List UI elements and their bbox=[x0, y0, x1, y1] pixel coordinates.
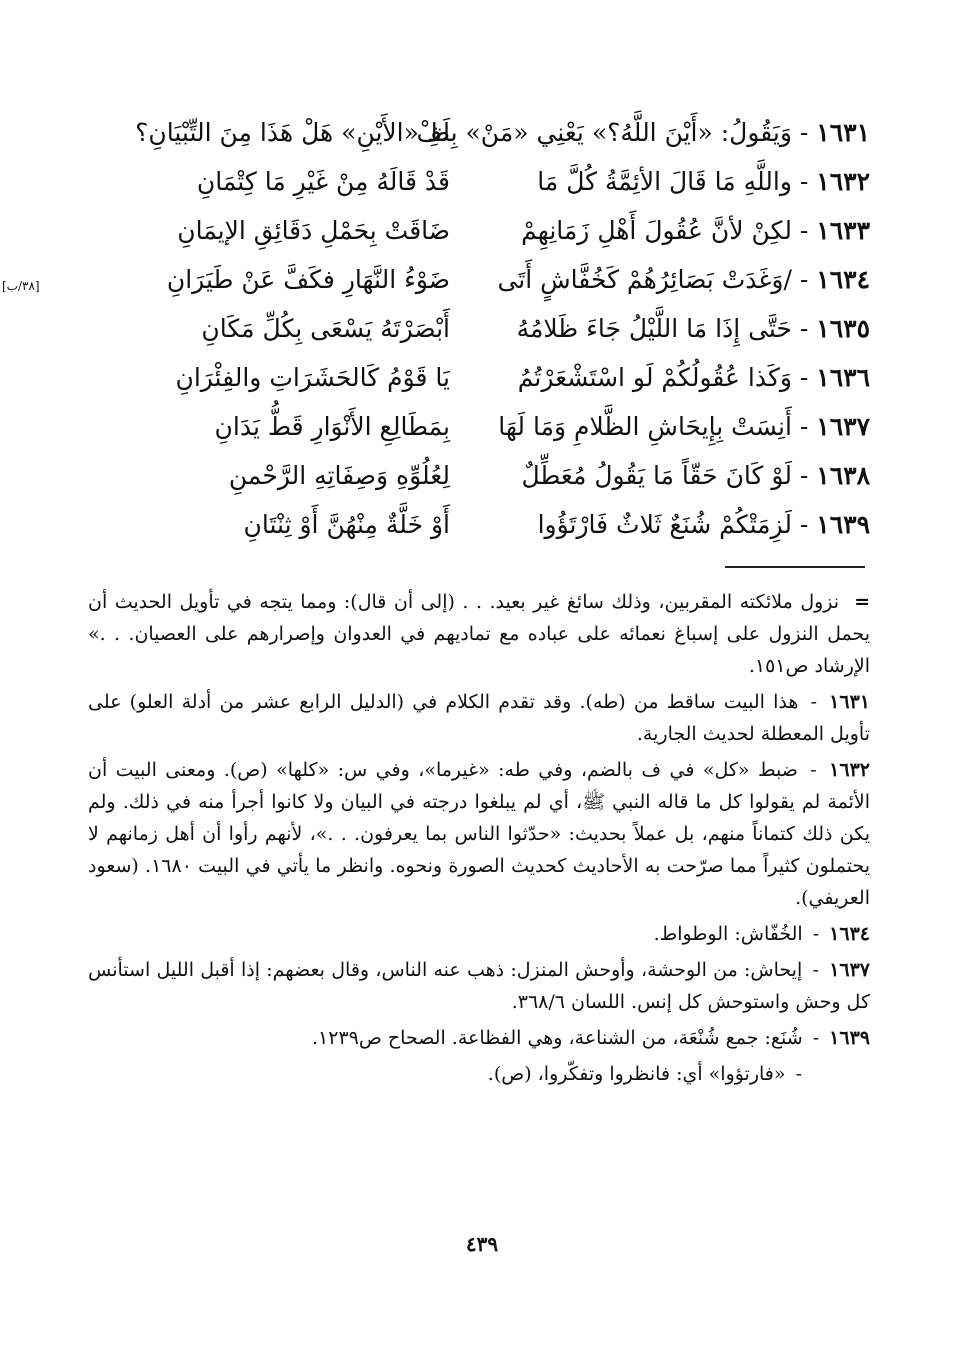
footnote-text: شُنَع: جمع شُنْعَة، من الشناعة، وهي الفظاعة. الصحاح ص١٢٣٩. bbox=[312, 1027, 803, 1049]
verse-second-hemistich bbox=[60, 118, 470, 147]
footnote-text: إيحاش: من الوحشة، وأوحش المنزل: ذهب عنه الناس، وقال بعضهم: إذا أقبل الليل استأنس كل وحش واستوحش كل إنس. اللسان ٣٦٨/٦. bbox=[88, 959, 870, 1013]
verse-first-hemistich: ١٦٣٩ - لَزِمَتْكُمْ شُنَعٌ ثَلاثٌ فَارْتَؤُوا bbox=[537, 510, 870, 539]
footnote-text: الخُفّاش: الوطواط. bbox=[653, 923, 803, 945]
verse-number: ١٦٣٢ bbox=[816, 167, 870, 196]
verse-first-hemistich: ١٦٣١ - وَيَقُولُ: «أَيْنَ اللَّهُ؟» يَعْنِي «مَنْ» بِلَفْ bbox=[416, 118, 870, 147]
verse-second-text: قَدْ قَالَهُ مِنْ غَيْرِ مَا كِتْمَانِ bbox=[196, 167, 450, 196]
verse-line bbox=[2, 255, 880, 304]
verse-first-hemistich: ١٦٣٤ - /وَغَدَتْ بَصَائِرُهُمْ كَخُفَّاشٍ أَتَى bbox=[497, 265, 870, 294]
verse-first-text: أَنِسَتْ بِإِيحَاشِ الظَّلامِ وَمَا لَهَا bbox=[498, 412, 792, 441]
verse-second-hemistich bbox=[60, 314, 470, 343]
verse-second-text: ضَاقَتْ بِحَمْلِ دَقَائِقِ الإيمَانِ bbox=[177, 216, 450, 245]
footnote-number: ١٦٣٧ bbox=[829, 959, 871, 981]
verse-number: ١٦٣٥ bbox=[816, 314, 870, 343]
footnote-text: «فارتؤوا» أي: فانظروا وتفكّروا، (ص). bbox=[487, 1063, 786, 1085]
footnote: ١٦٣٧ - إيحاش: من الوحشة، وأوحش المنزل: ذهب عنه الناس، وقال بعضهم: إذا أقبل الليل استأنس كل وحش واستوحش كل إنس. اللسان ٣٦٨/٦. bbox=[88, 959, 871, 1013]
verse-line bbox=[60, 451, 880, 500]
verse-number: ١٦٣٩ bbox=[816, 510, 870, 539]
verse-line bbox=[60, 500, 880, 549]
poem-verses bbox=[2, 108, 880, 549]
verse-line bbox=[60, 157, 880, 206]
verse-second-text: أَوْ خَلَّةٌ مِنْهُنَّ أَوْ ثِنْتَانِ bbox=[243, 510, 450, 539]
footnote-text: نزول ملائكته المقربين، وذلك سائغ غير بعيد. . . (إلى أن قال): ومما يتجه في تأويل الحديث أن يحمل النزول على إسباغ نعمائه على عباده مع تماديهم في العدوان وإصرارهم على العصيان. . .» الإرشاد ص١٥١. bbox=[88, 591, 870, 677]
verse-second-hemistich bbox=[2, 265, 470, 294]
footnote-number: ١٦٣٩ bbox=[829, 1027, 870, 1049]
verse-second-text: يَا قَوْمُ كَالحَشَرَاتِ والفِئْرَانِ bbox=[175, 363, 450, 392]
verse-first-text: /وَغَدَتْ بَصَائِرُهُمْ كَخُفَّاشٍ أَتَى bbox=[497, 265, 792, 294]
footnote bbox=[88, 586, 870, 682]
verse-first-hemistich: ١٦٣٥ - حَتَّى إِذَا مَا اللَّيْلُ جَاءَ ظَلامُهُ bbox=[516, 314, 870, 343]
page-number: ٤٣٩ bbox=[465, 1232, 499, 1256]
footnote: ١٦٣١ - هذا البيت ساقط من (طه). وقد تقدم الكلام في (الدليل الرابع عشر من أدلة العلو) على تأويل المعطلة لحديث الجارية. bbox=[88, 691, 870, 745]
verse-first-hemistich: ١٦٣٣ - لكِنْ لأنَّ عُقُولَ أَهْلِ زَمَانِهِمْ bbox=[521, 216, 870, 245]
verse-first-hemistich: ١٦٣٦ - وَكَذا عُقُولُكُمْ لَو اسْتَشْعَرْتُمُ bbox=[517, 363, 870, 392]
verse-first-text: لَوْ كَانَ حَقّاً مَا يَقُولُ مُعَطِّلٌ bbox=[521, 461, 792, 490]
verse-first-hemistich: ١٦٣٨ - لَوْ كَانَ حَقّاً مَا يَقُولُ مُعَطِّلٌ bbox=[521, 461, 870, 490]
verse-second-hemistich bbox=[60, 412, 470, 441]
verse-number: ١٦٣٤ bbox=[816, 265, 870, 294]
verse-first-text: وَيَقُولُ: «أَيْنَ اللَّهُ؟» يَعْنِي «مَنْ» بِلَفْ bbox=[416, 118, 792, 147]
footnote-text: هذا البيت ساقط من (طه). وقد تقدم الكلام في (الدليل الرابع عشر من أدلة العلو) على تأويل المعطلة لحديث الجارية. bbox=[88, 691, 870, 745]
verse-number: ١٦٣١ bbox=[816, 118, 870, 147]
verse-second-hemistich bbox=[60, 167, 470, 196]
verse-second-text: ضَوْءُ النَّهَارِ فكَفَّ عَنْ طَيَرَانِ bbox=[166, 265, 450, 294]
footnote-number: ١٦٣١ bbox=[829, 691, 870, 713]
footnote-text: ضبط «كل» في ف بالضم، وفي طه: «غيرما»، وفي س: «كلها» (ص). ومعنى البيت أن الأئمة لم يقولوا كل ما قاله النبي ﷺ، أي لم يبلغوا درجته في البيان ولا كانوا أجرأ منه في ذلك. ولم يكن ذلك كتماناً منهم، بل عملاً بحديث: «حدّثوا الناس بما يعرفون. . .»، لأنهم رأوا أن أهل زمانهم لا يحتملون كثيراً مما صرّحت به الأحاديث كحديث الصورة ونحوه. وانظر ما يأتي في البيت ١٦٨٠. (سعود العريفي). bbox=[88, 759, 870, 909]
verse-second-text: أَبْصَرْتَهُ يَسْعَى بِكُلِّ مَكَانِ bbox=[201, 314, 450, 343]
verse-first-text: لكِنْ لأنَّ عُقُولَ أَهْلِ زَمَانِهِمْ bbox=[521, 216, 792, 245]
footnote-separator bbox=[725, 566, 865, 568]
verse-second-hemistich bbox=[60, 216, 470, 245]
verse-number: ١٦٣٣ bbox=[816, 216, 870, 245]
verse-first-text: وَكَذا عُقُولُكُمْ لَو اسْتَشْعَرْتُمُ bbox=[517, 363, 792, 392]
verse-second-hemistich bbox=[60, 461, 470, 490]
verse-line bbox=[60, 353, 880, 402]
verse-number: ١٦٣٨ bbox=[816, 461, 870, 490]
verse-line bbox=[60, 304, 880, 353]
footnote-number: = bbox=[854, 591, 870, 613]
verse-number: ١٦٣٧ bbox=[816, 412, 870, 441]
verse-second-text: لِعُلُوِّهِ وَصِفَاتِهِ الرَّحْمنِ bbox=[228, 461, 450, 490]
verse-second-text: بِمَطَالِعِ الأَنْوَارِ قَطُّ يَدَانِ bbox=[214, 412, 450, 441]
verse-second-hemistich bbox=[60, 510, 470, 539]
verse-line bbox=[60, 402, 880, 451]
footnotes bbox=[88, 586, 870, 1094]
footnote: ١٦٣٢ - ضبط «كل» في ف بالضم، وفي طه: «غيرما»، وفي س: «كلها» (ص). ومعنى البيت أن الأئمة لم يقولوا كل ما قاله النبي ﷺ، أي لم يبلغوا درجته في البيان ولا كانوا أجرأ منه في ذلك. ولم يكن ذلك كتماناً منهم، بل عملاً بحديث: «حدّثوا الناس بما يعرفون. . .»، لأنهم رأوا أن أهل زمانهم لا يحتملون كثيراً مما صرّحت به الأحاديث كحديث الصورة ونحوه. وانظر ما يأتي في البيت ١٦٨٠. (سعود العريفي). bbox=[88, 759, 870, 909]
footnote: ١٦٣٤ - الخُفّاش: الوطواط. bbox=[653, 923, 870, 945]
verse-first-text: لَزِمَتْكُمْ شُنَعٌ ثَلاثٌ فَارْتَؤُوا bbox=[537, 510, 792, 539]
footnote-number: ١٦٣٢ bbox=[829, 759, 870, 781]
verse-line bbox=[60, 108, 880, 157]
verse-first-text: واللَّهِ مَا قَالَ الأئِمَّةُ كُلَّ مَا bbox=[537, 167, 792, 196]
verse-second-text: ظِ «الأَيْنِ» هَلْ هَذَا مِنَ التِّبْيَانِ؟ bbox=[135, 118, 450, 147]
verse-second-hemistich bbox=[60, 363, 470, 392]
verse-first-hemistich: ١٦٣٢ - واللَّهِ مَا قَالَ الأئِمَّةُ كُلَّ مَا bbox=[537, 167, 870, 196]
verse-number: ١٦٣٦ bbox=[816, 363, 870, 392]
footnote-number: ١٦٣٤ bbox=[829, 923, 870, 945]
footnote: - «فارتؤوا» أي: فانظروا وتفكّروا، (ص). bbox=[487, 1063, 802, 1085]
verse-line bbox=[60, 206, 880, 255]
footnote: ١٦٣٩ - شُنَع: جمع شُنْعَة، من الشناعة، وهي الفظاعة. الصحاح ص١٢٣٩. bbox=[312, 1027, 870, 1049]
verse-first-hemistich: ١٦٣٧ - أَنِسَتْ بِإِيحَاشِ الظَّلامِ وَمَا لَهَا bbox=[498, 412, 870, 441]
verse-first-text: حَتَّى إِذَا مَا اللَّيْلُ جَاءَ ظَلامُهُ bbox=[516, 314, 792, 343]
manuscript-folio-marker: [٣٨/ب] bbox=[2, 279, 40, 293]
